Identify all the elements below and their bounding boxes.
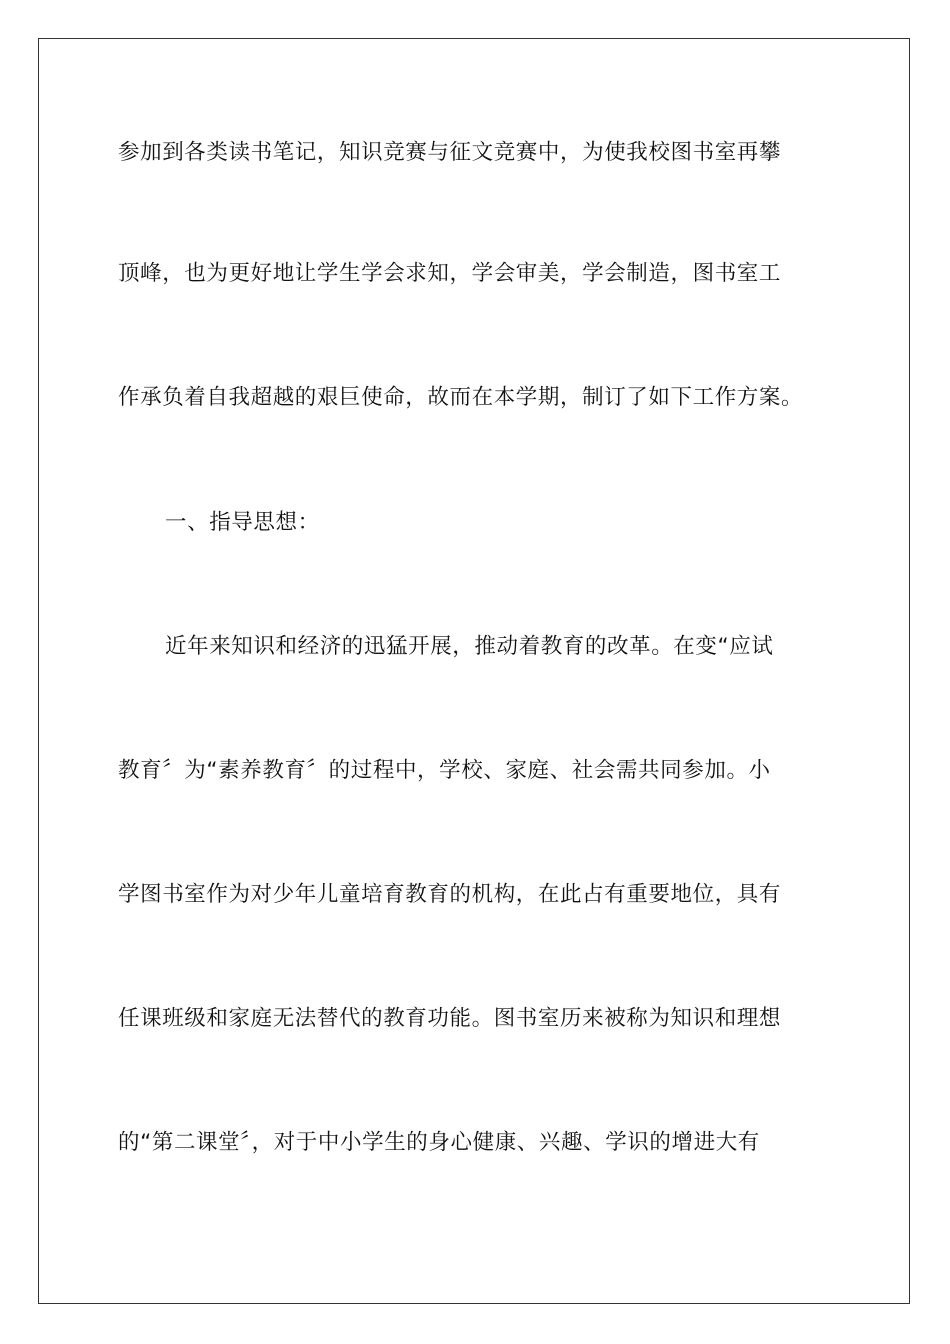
body-text-line-5: 教育〞为“素养教育〞的过程中，学校、家庭、社会需共同参加。小 — [118, 758, 771, 783]
section-heading: 一、指导思想： — [165, 510, 320, 535]
body-text-line-7: 任课班级和家庭无法替代的教育功能。图书室历来被称为知识和理想 — [118, 1006, 782, 1031]
body-text-line-1: 参加到各类读书笔记，知识竞赛与征文竞赛中，为使我校图书室再攀 — [118, 140, 782, 165]
body-text-line-6: 学图书室作为对少年儿童培育教育的机构，在此占有重要地位，具有 — [118, 882, 782, 907]
page-border — [38, 38, 910, 1304]
body-text-line-8: 的“第二课堂〞，对于中小学生的身心健康、兴趣、学识的增进大有 — [118, 1130, 760, 1155]
body-text-line-2: 顶峰，也为更好地让学生学会求知，学会审美，学会制造，图书室工 — [118, 261, 782, 286]
body-text-line-4: 近年来知识和经济的迅猛开展，推动着教育的改革。在变“应试 — [165, 634, 774, 659]
body-text-line-3: 作承负着自我超越的艰巨使命，故而在本学期，制订了如下工作方案。 — [118, 385, 804, 410]
